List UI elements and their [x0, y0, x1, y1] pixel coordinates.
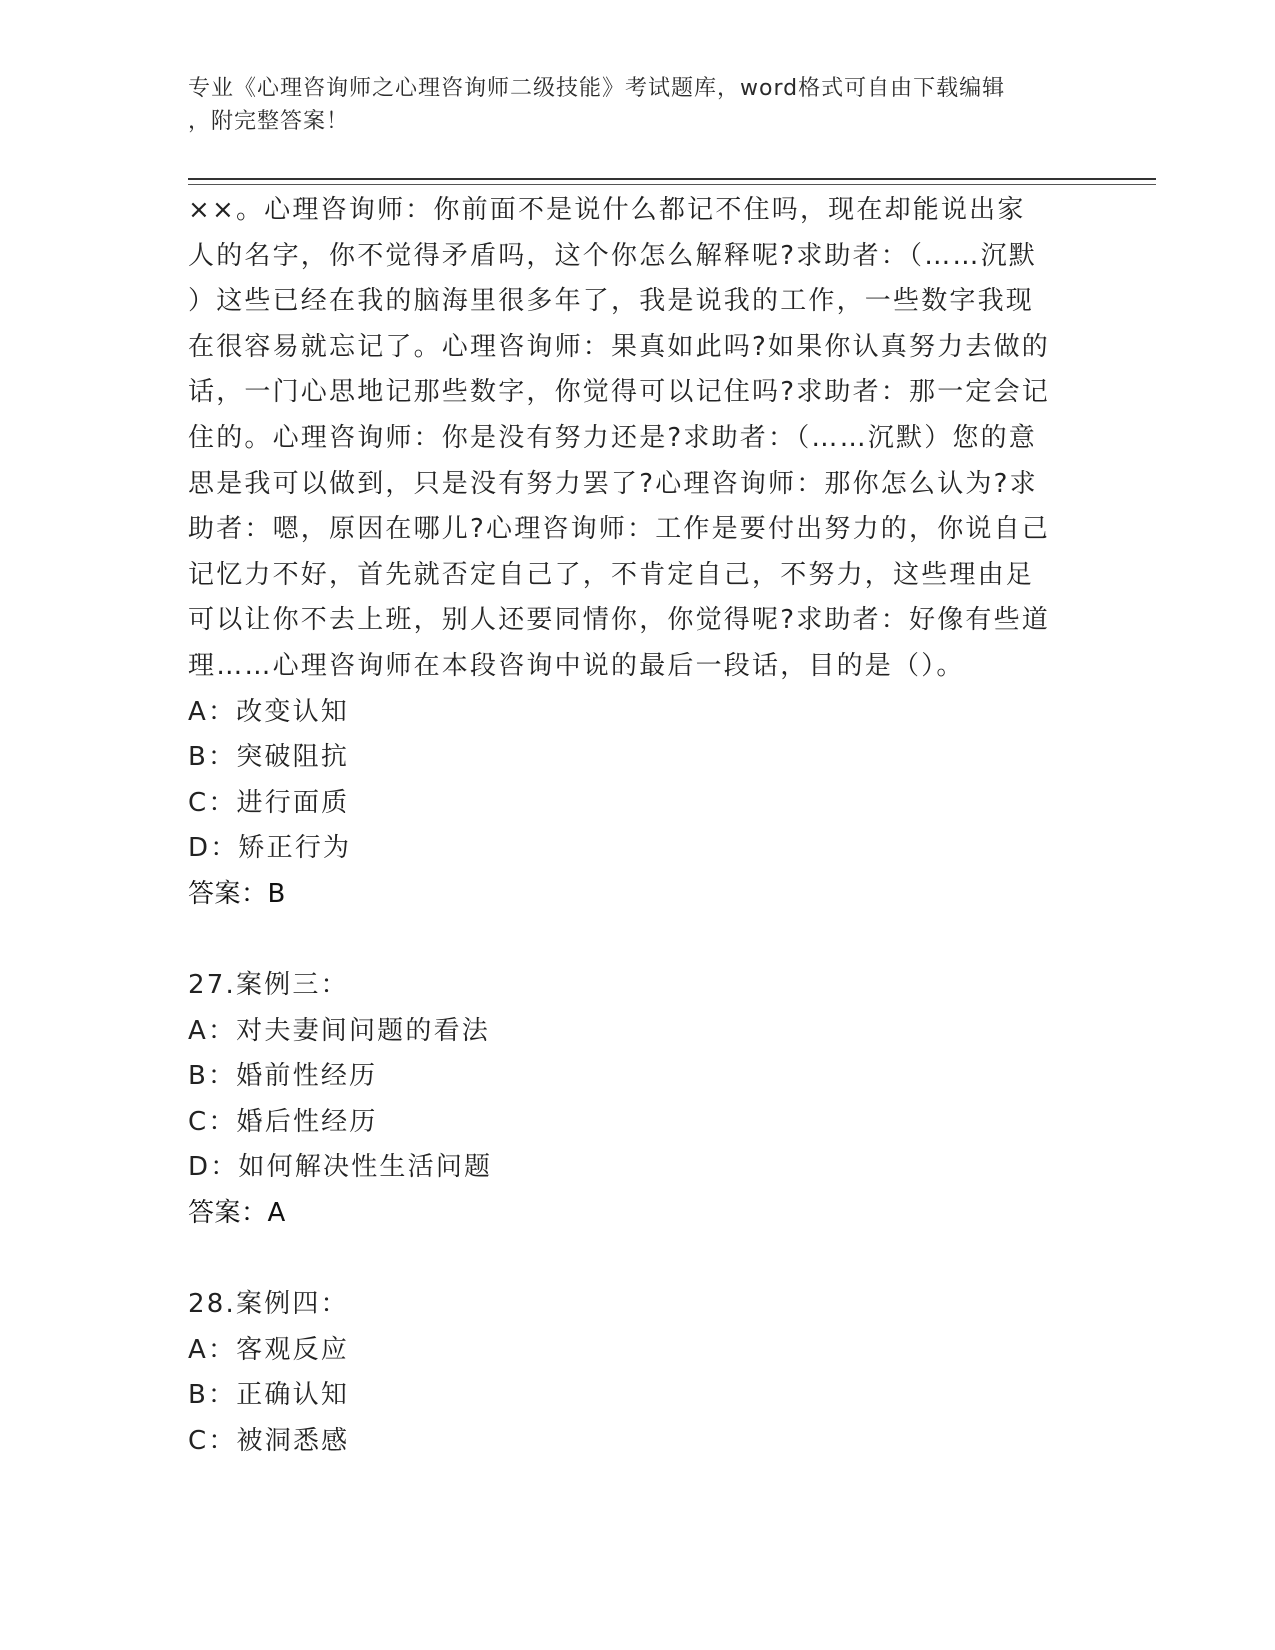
spacer — [188, 918, 1088, 964]
option-d: D：如何解决性生活问题 — [188, 1152, 493, 1183]
header-line-1: 专业《心理咨询师之心理咨询师二级技能》考试题库，word格式可自由下载编辑 — [188, 76, 1006, 101]
header-rule-thin — [188, 184, 1156, 185]
header-rule-thick — [188, 178, 1156, 180]
option-b: B：正确认知 — [188, 1380, 350, 1411]
passage-line: ××。心理咨询师：你前面不是说什么都记不住吗，现在却能说出家 — [188, 195, 1026, 225]
passage-line: ）这些已经在我的脑海里很多年了，我是说我的工作，一些数字我现 — [188, 286, 1035, 317]
passage-line: 人的名字，你不觉得矛盾吗，这个你怎么解释呢?求助者：（……沉默 — [188, 240, 1038, 271]
option-a: A：客观反应 — [188, 1334, 349, 1365]
question-27-stem: 27.案例三： — [188, 970, 349, 1001]
option-c: C：被洞悉感 — [188, 1426, 350, 1457]
option-c: C：进行面质 — [188, 787, 350, 818]
header-line-2: ，附完整答案！ — [188, 109, 350, 134]
option-b: B：婚前性经历 — [188, 1061, 378, 1092]
passage-line: 理……心理咨询师在本段咨询中说的最后一段话，目的是（）。 — [188, 650, 965, 681]
option-b: B：突破阻抗 — [188, 742, 350, 773]
passage-line: 话，一门心思地记那些数字，你觉得可以记住吗?求助者：那一定会记 — [188, 377, 1051, 408]
option-c: C：婚后性经历 — [188, 1106, 378, 1137]
document-body — [188, 188, 1088, 1465]
question-27-answer: 答案：A — [188, 1198, 286, 1229]
option-a: A：改变认知 — [188, 696, 349, 727]
passage-line: 助者：嗯，原因在哪儿?心理咨询师：工作是要付出努力的，你说自己 — [188, 514, 1051, 545]
question-26-answer: 答案：B — [188, 878, 286, 909]
passage-line: 可以让你不去上班，别人还要同情你，你觉得呢?求助者：好像有些道 — [188, 605, 1051, 636]
question-28-options — [188, 1328, 1088, 1465]
question-26-options — [188, 690, 1088, 872]
option-a: A：对夫妻间问题的看法 — [188, 1015, 490, 1046]
passage-line: 在很容易就忘记了。心理咨询师：果真如此吗?如果你认真努力去做的 — [188, 331, 1051, 362]
passage-line: 思是我可以做到，只是没有努力罢了?心理咨询师：那你怎么认为?求 — [188, 468, 1038, 499]
question-28-stem: 28.案例四： — [188, 1289, 349, 1320]
option-d: D：矫正行为 — [188, 833, 352, 864]
question-27-options — [188, 1009, 1088, 1191]
spacer — [188, 1237, 1088, 1283]
question-26-passage — [188, 188, 1088, 690]
document-header — [188, 72, 1068, 138]
passage-line: 记忆力不好，首先就否定自己了，不肯定自己，不努力，这些理由足 — [188, 559, 1035, 590]
passage-line: 住的。心理咨询师：你是没有努力还是?求助者：（……沉默）您的意 — [188, 422, 1038, 453]
